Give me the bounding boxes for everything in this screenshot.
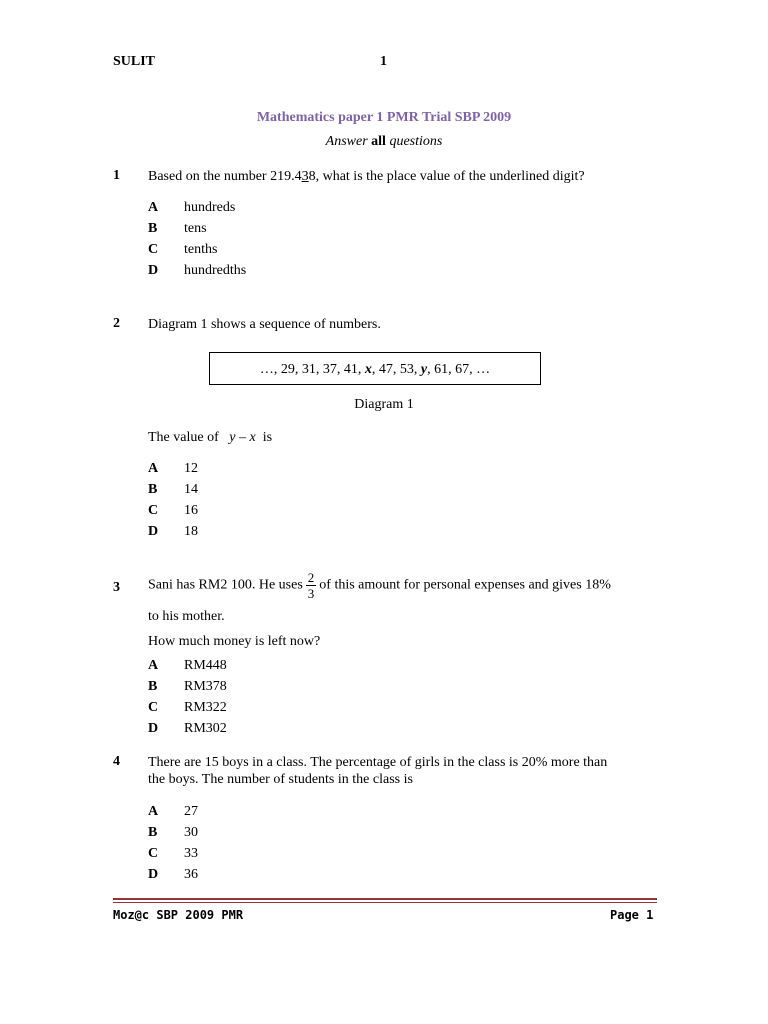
q3-option-text: RM448: [184, 658, 227, 673]
q1-text-after: 8, what is the place value of the underlined digit?: [308, 169, 585, 184]
header-page-number: 1: [380, 54, 387, 69]
q1-option-letter: C: [148, 242, 159, 257]
q3-option-letter: C: [148, 700, 159, 715]
q2-prompt-b: is: [262, 430, 273, 445]
q4-line2: the boys. The number of students in the class is: [148, 772, 413, 787]
q4-option-letter: A: [148, 804, 159, 819]
q3-fraction-numerator: 2: [307, 570, 315, 585]
q3-option-text: RM302: [184, 721, 227, 736]
seq-part-a: …, 29, 31, 37, 41,: [259, 362, 365, 377]
q1-option-letter: A: [148, 200, 159, 215]
q3-option-letter: D: [148, 721, 159, 736]
seq-part-c: , 61, 67, …: [427, 362, 491, 377]
q1-option-text: hundredths: [184, 263, 247, 278]
q2-prompt-expr: y – x: [229, 430, 256, 445]
footer-rule-thick: [113, 898, 657, 900]
q3-text-line1: [148, 570, 668, 601]
footer-page: Page 1: [610, 908, 654, 922]
q3-fraction-denominator: 3: [307, 586, 315, 601]
q4-option-letter: C: [148, 846, 159, 861]
q4-option-letter: D: [148, 867, 159, 882]
q1-number: 1: [113, 168, 120, 183]
q2-option-text: 12: [184, 461, 198, 476]
q1-underlined-digit: 3: [301, 169, 309, 184]
q2-option-letter: C: [148, 503, 159, 518]
q3-text-b: of this amount for personal expenses and gives 18%: [319, 577, 611, 593]
q2-text: Diagram 1 shows a sequence of numbers.: [148, 317, 381, 332]
q3-option-letter: B: [148, 679, 158, 694]
sequence-box: [209, 352, 541, 385]
seq-x: x: [364, 362, 372, 377]
q4-option-text: 30: [184, 825, 198, 840]
header-sulit: SULIT: [113, 54, 156, 69]
q4-option-letter: B: [148, 825, 158, 840]
q2-number: 2: [113, 316, 120, 331]
q2-option-text: 16: [184, 503, 198, 518]
q3-text-a: Sani has RM2 100. He uses: [148, 577, 303, 593]
q2-option-letter: B: [148, 482, 158, 497]
seq-y: y: [420, 362, 428, 377]
q2-prompt: [148, 429, 658, 447]
q2-option-text: 14: [184, 482, 198, 497]
diagram-caption: Diagram 1: [354, 397, 414, 412]
paper-title: Mathematics paper 1 PMR Trial SBP 2009: [256, 110, 512, 125]
q1-option-text: hundreds: [184, 200, 236, 215]
q2-option-text: 18: [184, 524, 198, 539]
q4-option-text: 27: [184, 804, 198, 819]
q2-prompt-a: The value of: [148, 430, 219, 445]
q4-option-text: 33: [184, 846, 198, 861]
q3-option-letter: A: [148, 658, 159, 673]
footer-left: Moz@c SBP 2009 PMR: [113, 908, 244, 922]
q1-option-letter: B: [148, 221, 158, 236]
q2-option-letter: D: [148, 524, 159, 539]
paper-subtitle: [0, 134, 768, 150]
q3-text-d: How much money is left now?: [148, 634, 321, 649]
q3-text-c: to his mother.: [148, 609, 225, 624]
subtitle-part2: all: [371, 134, 386, 149]
q1-text: [148, 168, 658, 186]
subtitle-part3: questions: [389, 134, 443, 149]
seq-part-b: , 47, 53,: [371, 362, 421, 377]
footer-rule-thin: [113, 902, 657, 903]
q1-option-text: tens: [184, 221, 207, 236]
q3-fraction: [306, 570, 317, 601]
subtitle-part1: Answer: [325, 134, 368, 149]
q4-number: 4: [113, 754, 120, 769]
q3-number: 3: [113, 580, 120, 595]
q1-text-before: Based on the number 219.4: [148, 169, 302, 184]
q3-option-text: RM378: [184, 679, 227, 694]
q1-option-text: tenths: [184, 242, 218, 257]
q4-option-text: 36: [184, 867, 198, 882]
q1-option-letter: D: [148, 263, 159, 278]
q2-option-letter: A: [148, 461, 159, 476]
q3-option-text: RM322: [184, 700, 227, 715]
q4-line1: There are 15 boys in a class. The percentage of girls in the class is 20% more than: [148, 755, 608, 770]
